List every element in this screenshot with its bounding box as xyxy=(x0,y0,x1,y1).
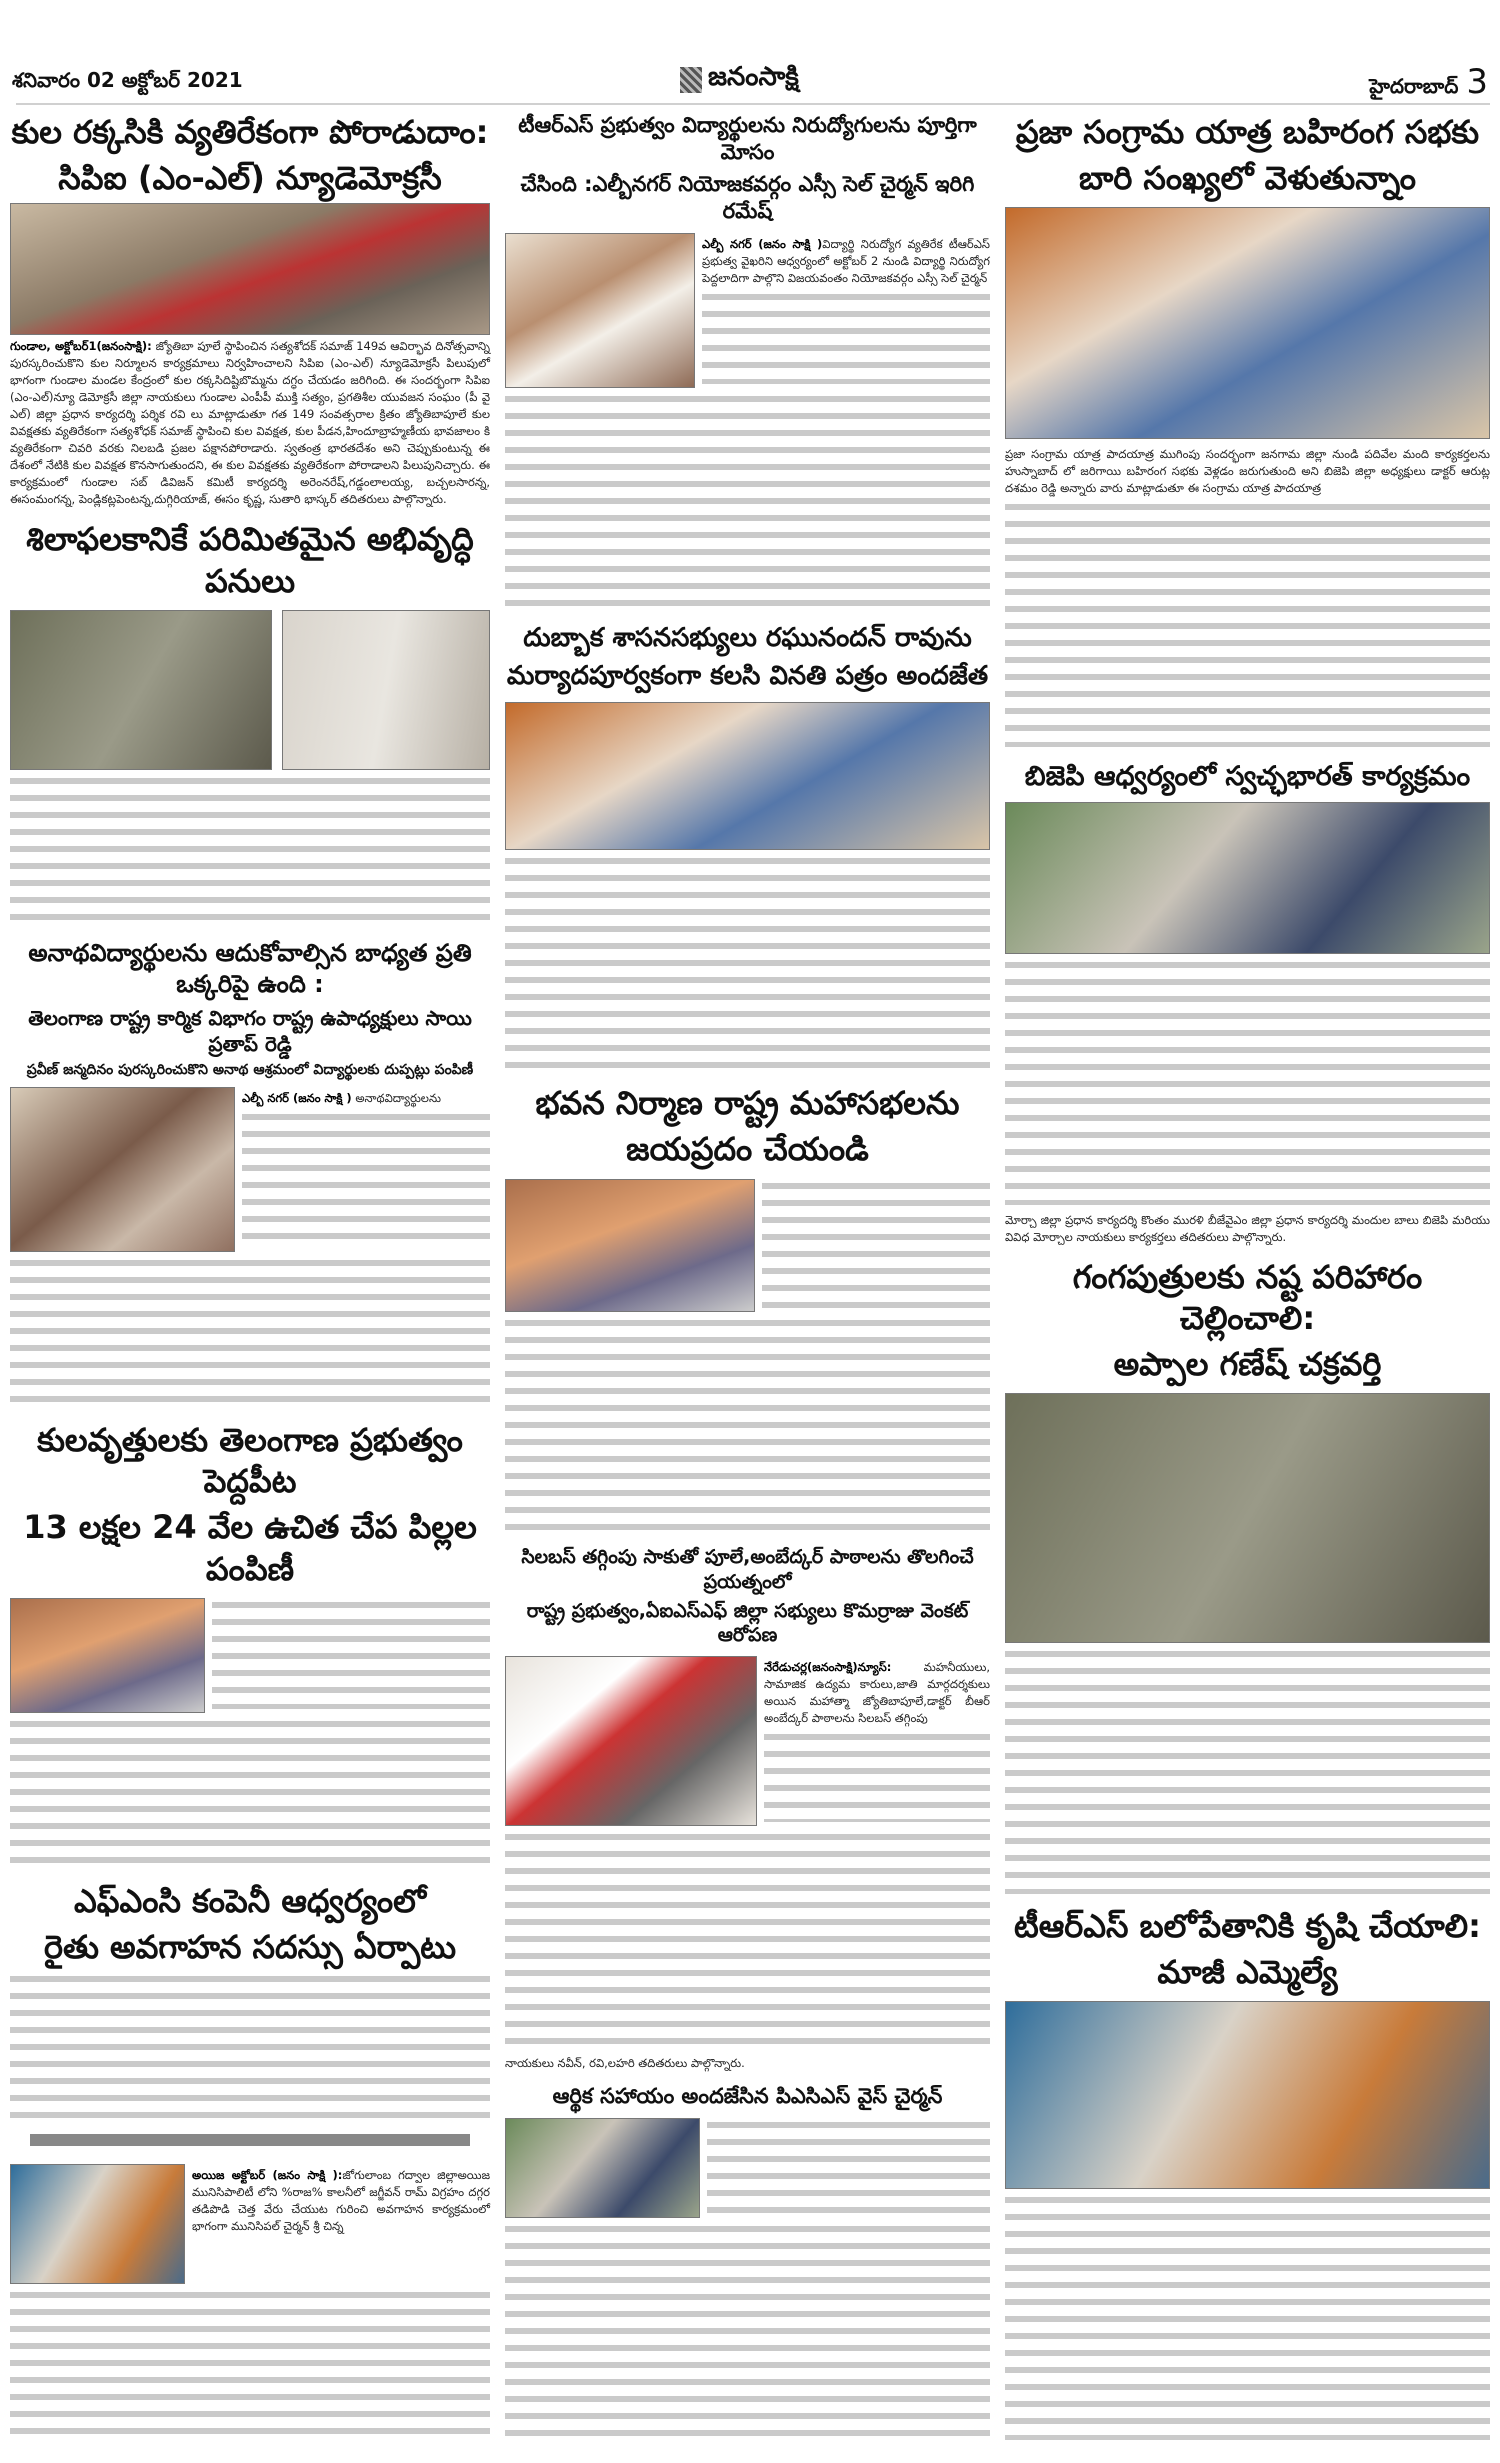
column-left xyxy=(10,112,490,2452)
article-side xyxy=(212,1598,490,1713)
headline: దుబ్బాక శాసనసభ్యులు రఘునందన్ రావును xyxy=(523,622,972,653)
article-photo xyxy=(505,1656,757,1826)
article-photo xyxy=(10,203,490,335)
headline: భవన నిర్మాణ రాష్ట్ర మహాసభలను xyxy=(535,1084,960,1123)
article-body xyxy=(1005,1651,1490,1894)
article-body-continued xyxy=(10,1721,490,1869)
logo-emblem-icon xyxy=(680,67,702,93)
article-photo xyxy=(10,610,272,770)
article-body xyxy=(10,778,490,926)
article-orphan-students xyxy=(10,938,490,1411)
photo-text-row xyxy=(10,1087,490,1252)
article-body-continued xyxy=(505,1834,990,2048)
headline-sub: చేసింది :ఎల్బీనగర్ నియోజకవర్గం ఎస్సీ సెల్ చైర్మన్ ఇరిగి రమేష్ xyxy=(520,171,975,223)
logo-text: జనంసాక్షి xyxy=(708,62,799,92)
column-right xyxy=(1005,112,1490,2452)
issue-date: శనివారం 02 అక్టోబర్ 2021 xyxy=(12,68,243,92)
headline: బిజెపి ఆధ్వర్యంలో స్వచ్ఛభారత్ కార్యక్రమం xyxy=(1024,760,1471,792)
newspaper-logo xyxy=(680,62,799,98)
dateline: గుండాల, అక్టోబర్1(జనంసాక్షి): xyxy=(10,339,152,354)
article-body-continued xyxy=(1005,504,1490,747)
masthead-divider xyxy=(16,103,1490,105)
body-text: జోగులాంబ గద్వాల జిల్లాఅయిజ మునిసిపాలిటీ లోని %రాజ% కాలనీలో జగ్జీవన్ రామ్ విగ్రహం దగ్గర తడిపొడి చెత్త వేరు చేయుట గురించి అవగాహన కార్యక్రమంలో భాగంగా మునిసిపల్ చైర్మన్ శ్రీ చిన్న xyxy=(192,2168,490,2234)
article-body xyxy=(242,1114,490,1248)
article-closing: నాయకులు నవీన్, రవి,లహరి తదితరులు పాల్గొన్నారు. xyxy=(505,2055,745,2070)
body-text: జ్యోతిబా పూలే స్థాపించిన సత్యశోదక్ సమాజ్ 149వ ఆవిర్భావ దినోత్సవాన్ని పురస్కరించుకొని కుల నిర్మూలన కార్యక్రమాలు నిర్వహించాలని సిపిఐ (ఎం-ఎల్) న్యూడెమోక్రసీ పిలుపులో భాగంగా గుండాల మండల కేంద్రంలో కుల రక్కసిదిష్టిబొమ్మను దగ్ధం చేయడం జరిగింది. ఈ సందర్భంగా సిపిఐ (ఎం-ఎల్)న్యూ డెమోక్రసీ జిల్లా నాయకులు గుండాల ఎంపీపీ ముక్తి సత్యం, ప్రగతిశీల యువజన సంఘం (పీ వై ఎల్) జిల్లా ప్రధాన కార్యదర్శి పర్శిక రవి లు మాట్లాడుతూ గత 149 సంవత్సరాల క్రితం జ్యోతిబాపూలే కుల వివక్షతకు వ్యతిరేకంగా సత్యశోధక్ సమాజ్ స్థాపించి కుల వివక్షత, కుల పీడన,హిందూబ్రాహ్మణీయ భావజాలం కి వ్యతిరేకంగా చివరి వరకు నిలబడి ప్రజల పక్షానపోరాడారు. స్వతంత్ర భారతదేశం అని చెప్పుకుంటున్న ఈ దేశంలో నేటికి కుల వివక్షత కొనసాగుతుందని, ఈ కుల వివక్షతకు వ్యతిరేకంగా పోరాడాలని పిలుపునిచ్చారు. ఈ కార్యక్రమంలో గుండాల సబ్ డివిజన్ కమిటీ కార్యదర్శి అరెంనరేష్,గడ్డంలాలయ్య, బచ్చలసారన్న, ఈసంమంగన్న, పెండ్లికట్లపెంటన్న,దుగ్గిరియాజ్, ఈసం కృష్ణ, సుతారి భాస్కర్ తదితరులు పాల్గొన్నారు. xyxy=(10,339,491,507)
article-body xyxy=(702,294,990,384)
photo-text-row xyxy=(10,1598,490,1713)
headline-sub: బారి సంఖ్యలో వెళుతున్నాం xyxy=(1079,158,1416,197)
headline-sub: సిపిఐ (ఎం-ఎల్) న్యూడెమోక్రసీ xyxy=(58,158,442,197)
article-photo xyxy=(505,233,695,388)
headline: సిలబస్ తగ్గింపు సాకుతో పూలే,అంబేద్కర్ పాఠాలను తొలగించే ప్రయత్నంలో xyxy=(521,1546,974,1594)
headline: ఎఫ్ఎంసి కంపెనీ ఆధ్వర్యంలో xyxy=(73,1882,426,1921)
headline: శిలాఫలకానికే పరిమితమైన అభివృద్ధి పనులు xyxy=(26,520,474,600)
headline-sub: మర్యాదపూర్వకంగా కలసి వినతి పత్రం అందజేత xyxy=(506,660,989,691)
article-body-continued xyxy=(10,1260,490,1408)
article-financial-aid xyxy=(505,2083,990,2444)
body-text: మహనీయులు, సామాజిక ఉద్యమ కారులు,జాతి మార్గదర్శకులు అయిన మహాత్మా జ్యోతిబాపూలే,డాక్టర్ బీఆర్ అంబేద్కర్ పాఠాలను సిలబస్ తగ్గింపు xyxy=(764,1660,990,1726)
headline: టీఆర్ఎస్ బలోపేతానికి కృషి చేయాలి: xyxy=(1014,1907,1481,1946)
article-body-continued xyxy=(10,2292,490,2440)
page-info xyxy=(1369,62,1488,103)
dateline: అయిజ అక్టోబర్ (జనం సాక్షి ): xyxy=(192,2168,343,2183)
article-photo xyxy=(10,2164,185,2284)
article-trs-strengthen xyxy=(1005,1906,1490,2444)
headline-sub: మాజీ ఎమ్మెల్యే xyxy=(1157,1952,1338,1991)
dateline: ఎల్బీ నగర్ (జనం సాక్షి ) xyxy=(702,237,823,252)
article-swachh-bharat xyxy=(1005,759,1490,1249)
article-construction-workers xyxy=(505,1083,990,1537)
headline-sub: అప్పాల గణేష్ చక్రవర్తి xyxy=(1113,1344,1382,1383)
headline: గంగపుత్రులకు నష్ట పరిహారం చెల్లించాలి: xyxy=(1072,1257,1423,1338)
article-photo xyxy=(282,610,490,770)
article-closing: మోర్చా జిల్లా ప్రధాన కార్యదర్శి కొంతం మురళి బీజేవైఎం జిల్లా ప్రధాన కార్యదర్శి మందుల బాలు బిజెపి మరియు వివిధ మోర్చాల నాయకులు కార్యకర్తలు తదితరులు పాల్గొన్నారు. xyxy=(1005,1212,1490,1244)
headline-sub: జయప్రదం చేయండి xyxy=(626,1129,869,1168)
article-lead xyxy=(192,2167,490,2235)
article-caste-protest xyxy=(10,112,490,511)
dateline: ఎల్బీ నగర్ (జనం సాక్షి ) xyxy=(242,1090,352,1105)
headline: కుల రక్కసికి వ్యతిరేకంగా పోరాడుదాం: xyxy=(11,113,489,151)
article-body xyxy=(505,858,990,1072)
article-body xyxy=(764,1734,990,1822)
headline: ఆర్థిక సహాయం అందజేసిన పిఎసిఎస్ వైస్ చైర్మన్ xyxy=(552,2083,943,2108)
article-syllabus-reduction xyxy=(505,1545,990,2075)
article-body xyxy=(212,1602,490,1709)
article-body-continued xyxy=(505,1320,990,1534)
article-lead xyxy=(242,1090,490,1107)
headline: ప్రజా సంగ్రామ యాత్ర బహిరంగ సభకు xyxy=(1015,113,1480,151)
article-side xyxy=(192,2164,490,2284)
article-body: ప్రజా సంగ్రామ యాత్ర పాదయాత్ర ముగింపు సందర్భంగా జనగామ జిల్లా నుండి పదివేల మంది కార్యకర్తలను హుస్నాబాద్ లో జరిగాయి బహిరంగ సభకు వెళ్లడం జరుగుతుంది అని బిజెపి జిల్లా అధ్యక్షులు డాక్టర్ ఆరుట్ల దశమం రెడ్డి అన్నారు వారు మాట్లాడుతూ ఈ సంగ్రామ యాత్ర పాదయాత్ర xyxy=(1005,447,1490,496)
photo-text-row xyxy=(505,2118,990,2218)
photo-text-row xyxy=(10,2164,490,2284)
article-body xyxy=(1005,2197,1490,2440)
headline-sub: తెలంగాణ రాష్ట్ర కార్మిక విభాగం రాష్ట్ర ఉపాధ్యక్షులు సాయి ప్రతాప్ రెడ్డి xyxy=(28,1005,472,1056)
article-waste-awareness xyxy=(10,2160,490,2444)
photo-text-row xyxy=(505,1656,990,1826)
headline-sub: 13 లక్షల 24 వేల ఉచిత చేప పిల్లల పంపిణీ xyxy=(23,1507,477,1588)
article-photo xyxy=(1005,2001,1490,2189)
article-side xyxy=(702,233,990,388)
headline-kicker: ప్రవీణ్ జన్మదినం పురస్కరించుకొని అనాథ ఆశ్రమంలో విద్యార్థులకు దుప్పట్లు పంపిణీ xyxy=(26,1061,474,1078)
article-photo xyxy=(10,1087,235,1252)
article-body-continued xyxy=(505,396,990,610)
article-lead xyxy=(764,1659,990,1727)
photo-text-row xyxy=(505,1179,990,1312)
article-farmer-awareness xyxy=(10,1881,490,2152)
edition-city: హైదరాబాద్ xyxy=(1369,74,1459,98)
article-side xyxy=(764,1656,990,1826)
sub-headline xyxy=(30,2134,470,2146)
article-body-continued xyxy=(505,2226,990,2440)
column-middle xyxy=(505,112,990,2452)
article-body xyxy=(762,1183,990,1308)
article-side xyxy=(762,1179,990,1312)
article-gangaputra-compensation xyxy=(1005,1257,1490,1898)
headline-sub: రాష్ట్ర ప్రభుత్వం,ఏఐఎస్ఎఫ్ జిల్లా సభ్యులు కొమర్రాజు వెంకట్ ఆరోపణ xyxy=(526,1599,969,1647)
body-text: విద్యార్థి నిరుద్యోగ వ్యతిరేక టీఆర్ఎస్ ప్రభుత్వ వైఖరిని ఆధ్వర్యంలో అక్టోబర్ 2 నుండి విద్యార్థి నిరుద్యోగ పెద్దలాదిగా పాల్గొని విజయవంతం నియోజకవర్గం ఎస్సీ సెల్ చైర్మన్ xyxy=(702,237,990,286)
article-body xyxy=(1005,962,1490,1205)
article-photo xyxy=(505,702,990,850)
dateline: నేరేడుచర్ల(జనంసాక్షి)న్యూస్: xyxy=(764,1660,892,1675)
article-raghunandan-rao xyxy=(505,622,990,1075)
article-photo xyxy=(505,1179,755,1312)
article-photo xyxy=(10,1598,205,1713)
article-photo xyxy=(1005,802,1490,954)
article-photo xyxy=(505,2118,700,2218)
headline: కులవృత్తులకు తెలంగాణ ప్రభుత్వం పెద్దపీట xyxy=(37,1420,463,1501)
article-body xyxy=(10,1976,490,2124)
article-lead xyxy=(702,236,990,287)
article-trs-unemployment xyxy=(505,112,990,614)
body-text: అనాథవిద్యార్థులను xyxy=(355,1090,442,1105)
photo-text-row xyxy=(505,233,990,388)
article-fish-seedlings xyxy=(10,1420,490,1873)
article-foundation-stone xyxy=(10,519,490,930)
article-side xyxy=(242,1087,490,1252)
article-photo xyxy=(1005,207,1490,439)
headline-sub: రైతు అవగాహన సదస్సు ఏర్పాటు xyxy=(43,1927,457,1966)
article-body xyxy=(10,338,490,508)
headline: టీఆర్ఎస్ ప్రభుత్వం విద్యార్థులను నిరుద్యోగులను పూర్తిగా మోసం xyxy=(518,113,977,165)
article-praja-sangrama-yatra xyxy=(1005,112,1490,751)
article-body xyxy=(707,2122,990,2214)
headline: అనాథవిద్యార్థులను ఆదుకోవాల్సిన బాధ్యత ప్రతి ఒక్కరిపై ఉంది : xyxy=(28,939,472,999)
article-side xyxy=(707,2118,990,2218)
page-number: 3 xyxy=(1466,62,1488,102)
photo-row xyxy=(10,610,490,770)
article-photo xyxy=(1005,1393,1490,1643)
